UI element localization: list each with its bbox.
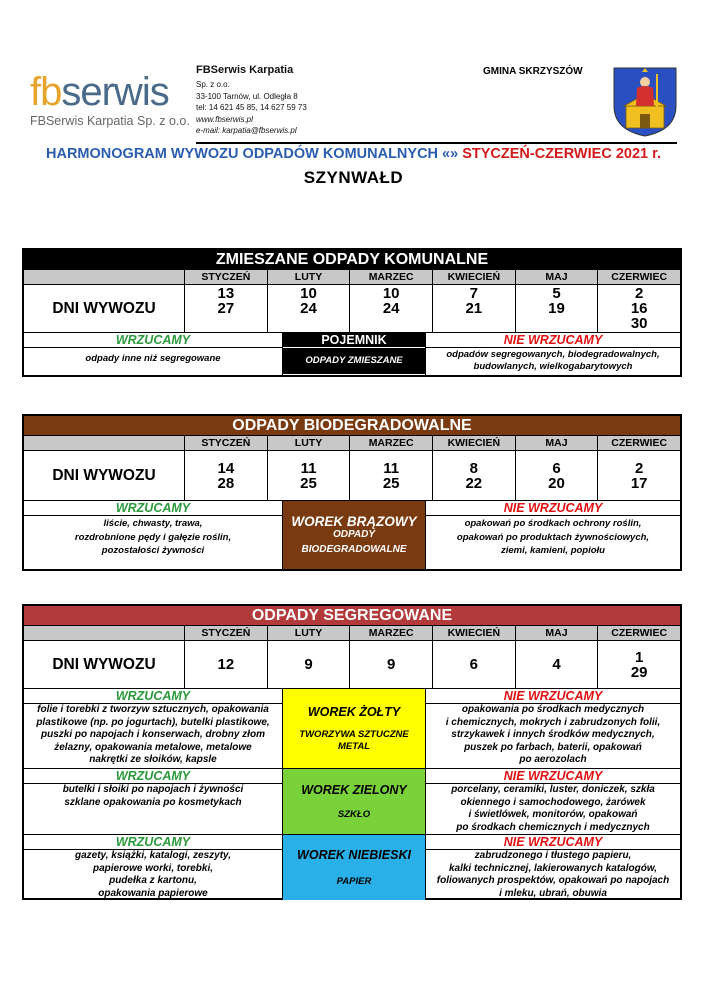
in-column — [24, 769, 282, 834]
bag-name: WOREK ŻOŁTY — [307, 704, 401, 719]
bin-header: POJEMNIK — [283, 333, 425, 348]
bag-type: BIODEGRADOWALNE — [301, 544, 407, 555]
in-header: WRZUCAMY — [24, 501, 282, 516]
date: 27 — [217, 300, 235, 317]
date: 5 — [552, 285, 561, 302]
date: 6 — [552, 459, 561, 477]
out-header: NIE WRZUCAMY — [426, 769, 680, 784]
in-line: pudełka z kartonu, — [109, 875, 197, 887]
date: 2 — [634, 459, 644, 477]
month-header: STYCZEŃ — [184, 270, 267, 284]
bag-name: WOREK NIEBIESKI — [297, 847, 411, 862]
bio-waste-section — [22, 414, 682, 571]
out-line: i mleku, ubrań, obuwia — [499, 887, 607, 899]
date: 20 — [548, 474, 565, 492]
out-line: strzykawek i innych środków medycznych, — [451, 729, 655, 741]
in-line: rozdrobnione pędy i gałęzie roślin, — [74, 531, 232, 543]
date: 2 — [634, 285, 644, 302]
out-text — [426, 704, 680, 767]
month-header: MARZEC — [349, 626, 432, 640]
fbserwis-logo — [30, 72, 190, 128]
out-header: NIE WRZUCAMY — [426, 835, 680, 850]
out-column — [425, 769, 680, 834]
town-title: SZYNWAŁD — [303, 168, 404, 187]
out-line: i świetlówek, monitorów, opakowań — [468, 809, 638, 821]
out-text — [426, 348, 680, 375]
dates-may — [515, 451, 598, 500]
days-label: DNI WYWOZU — [52, 467, 156, 484]
in-line: nakrętki ze słoików, kapsle — [89, 754, 217, 766]
section-title: ZMIESZANE ODPADY KOMUNALNE — [24, 250, 680, 270]
bag-type: TWORZYWA SZTUCZNE — [299, 728, 409, 740]
dates-jun — [597, 451, 680, 500]
date: 19 — [548, 300, 565, 317]
date: 30 — [630, 315, 648, 332]
month-header: MARZEC — [349, 270, 432, 284]
days-row — [24, 285, 680, 333]
in-column — [24, 835, 282, 900]
date: 11 — [300, 459, 317, 477]
in-column — [24, 689, 282, 768]
in-column — [24, 333, 282, 375]
logo-fb: fb — [30, 70, 62, 114]
months-spacer — [24, 626, 184, 640]
month-header: STYCZEŃ — [184, 436, 267, 450]
days-row — [24, 451, 680, 501]
months-spacer — [24, 270, 184, 284]
out-line: okiennego i samochodowego, żarówek — [460, 796, 646, 808]
company-www: www.fbserwis.pl — [196, 114, 253, 124]
yellow-bag — [282, 689, 425, 768]
header-divider — [196, 142, 677, 144]
dates-jan — [184, 451, 267, 500]
section-title: ODPADY SEGREGOWANE — [24, 606, 680, 626]
brown-bag — [282, 501, 425, 569]
title-part1: HARMONOGRAM WYWOZU ODPADÓW KOMUNALNYCH — [46, 146, 439, 162]
out-line: po środkach chemicznych i medycznych — [456, 821, 650, 833]
out-line: odpadów segregowanych, biodegradowalnych, — [446, 349, 660, 360]
months-spacer — [24, 436, 184, 450]
bag-type: PAPIER — [336, 875, 372, 887]
rules-row-paper — [24, 834, 680, 898]
company-info — [196, 63, 307, 137]
dates-jun — [597, 285, 680, 332]
in-text — [24, 850, 282, 900]
in-line: liście, chwasty, trawa, — [103, 518, 203, 529]
months-row — [24, 436, 680, 451]
month-header: CZERWIEC — [597, 626, 680, 640]
date: 28 — [217, 474, 235, 492]
out-column — [425, 689, 680, 768]
date: 24 — [382, 300, 400, 317]
month-header: CZERWIEC — [597, 270, 680, 284]
dates-apr — [432, 641, 515, 688]
rules-row-glass — [24, 768, 680, 834]
month-header: STYCZEŃ — [184, 626, 267, 640]
out-line: foliowanych prospektów, opakowań po napojach — [436, 875, 670, 887]
date: 25 — [300, 474, 317, 492]
date: 10 — [300, 285, 317, 302]
in-line: plastikowe (np. po jogurtach), butelki plastikowe, — [36, 716, 270, 728]
segregated-waste-section — [22, 604, 682, 900]
out-column — [425, 835, 680, 900]
in-line: papierowe worki, torebki, — [92, 862, 214, 874]
in-line: folie i torebki z tworzyw sztucznych, opakowania — [37, 704, 269, 715]
month-header: LUTY — [267, 270, 350, 284]
dates-mar — [349, 285, 432, 332]
date: 16 — [630, 300, 648, 317]
out-line: kalki technicznej, lakierowanych katalogów, — [448, 862, 658, 874]
months-row — [24, 270, 680, 285]
company-address: 33-100 Tarnów, ul. Odległa 8 — [196, 91, 298, 101]
month-header: CZERWIEC — [597, 436, 680, 450]
company-name: FBSerwis Karpatia — [196, 64, 294, 76]
date: 29 — [630, 663, 648, 681]
company-email: e-mail: karpatia@fbserwis.pl — [196, 126, 297, 135]
out-line: ziemi, kamieni, popiołu — [501, 545, 605, 556]
date: 25 — [382, 474, 400, 492]
date: 8 — [469, 459, 478, 477]
date: 11 — [383, 459, 400, 477]
out-line: i chemicznych, mokrych i zabrudzonych folii, — [445, 716, 661, 728]
month-header: KWIECIEŃ — [432, 270, 515, 284]
company-tel: tel: 14 621 45 85, 14 627 59 73 — [196, 103, 307, 112]
in-line: opakowania papierowe — [98, 887, 208, 899]
date: 10 — [382, 285, 400, 302]
out-line: porcelany, ceramiki, luster, doniczek, szkła — [451, 784, 655, 795]
out-line: po aerozolach — [519, 754, 587, 766]
bag-name: WOREK ZIELONY — [301, 782, 407, 797]
section-title: ODPADY BIODEGRADOWALNE — [24, 416, 680, 436]
out-line: zabrudzonego i tłustego papieru, — [474, 850, 632, 861]
in-line: gazety, książki, katalogi, zeszyty, — [75, 850, 231, 861]
dates-feb — [267, 641, 350, 688]
gmina-name: GMINA SKRZYSZÓW — [483, 66, 583, 77]
out-column — [425, 333, 680, 375]
date: 4 — [552, 656, 561, 673]
in-line: szklane opakowania po kosmetykach — [64, 796, 242, 808]
in-line: puszki po napojach i konserwach, drobny złom — [41, 729, 265, 741]
days-row — [24, 641, 680, 689]
dates-feb — [267, 285, 350, 332]
days-label: DNI WYWOZU — [52, 300, 156, 317]
bag-type: METAL — [337, 740, 370, 752]
rules-row-plastic — [24, 689, 680, 768]
out-text — [426, 516, 680, 560]
title-sep: «» — [442, 146, 459, 162]
in-column — [24, 501, 282, 569]
in-text — [24, 784, 282, 809]
months-row — [24, 626, 680, 641]
title-part2: STYCZEŃ-CZERWIEC 2021 r. — [462, 146, 661, 162]
out-header: NIE WRZUCAMY — [426, 689, 680, 704]
blue-bag — [282, 835, 425, 900]
in-text — [24, 516, 282, 560]
out-line: opakowań po środkach ochrony roślin, — [464, 518, 642, 529]
month-header: MARZEC — [349, 436, 432, 450]
out-line: opakowania po środkach medycznych — [461, 704, 645, 715]
month-header: MAJ — [515, 270, 598, 284]
bag-type: SZKŁO — [337, 808, 371, 820]
in-text: odpady inne niż segregowane — [85, 353, 221, 364]
rules-row — [24, 333, 680, 375]
date: 13 — [217, 285, 235, 302]
dates-feb — [267, 451, 350, 500]
bag-type: ODPADY — [332, 529, 376, 540]
green-bag — [282, 769, 425, 834]
out-line: puszek po farbach, baterii, opakowań — [464, 741, 642, 753]
company-form: Sp. z o.o. — [196, 80, 230, 89]
out-line: budowlanych, wielkogabarytowych — [473, 361, 633, 372]
out-header: NIE WRZUCAMY — [426, 333, 680, 348]
in-line: butelki i słoiki po napojach i żywności — [62, 784, 244, 795]
in-line: pozostałości żywności — [101, 545, 205, 556]
bin-text: ODPADY ZMIESZANE — [283, 348, 425, 374]
date: 6 — [469, 656, 478, 673]
days-label: DNI WYWOZU — [52, 656, 156, 673]
in-header: WRZUCAMY — [24, 689, 282, 704]
out-text — [426, 784, 680, 834]
rules-row — [24, 501, 680, 569]
logo-serwis: serwis — [61, 70, 169, 114]
in-text — [24, 704, 282, 767]
dates-apr — [432, 285, 515, 332]
date: 9 — [304, 656, 313, 673]
dates-may — [515, 641, 598, 688]
dates-mar — [349, 451, 432, 500]
in-header: WRZUCAMY — [24, 333, 282, 348]
date: 7 — [469, 285, 478, 302]
dates-mar — [349, 641, 432, 688]
bin-column — [282, 333, 425, 375]
schedule-title — [0, 146, 707, 162]
date: 12 — [217, 656, 235, 673]
month-header: KWIECIEŃ — [432, 626, 515, 640]
logo-subtitle: FBSerwis Karpatia Sp. z o.o. — [30, 114, 190, 128]
month-header: LUTY — [267, 626, 350, 640]
mixed-waste-section — [22, 248, 682, 377]
date: 24 — [300, 300, 317, 317]
bag-name: WOREK BRĄZOWY — [291, 514, 417, 529]
in-header: WRZUCAMY — [24, 835, 282, 850]
in-line: żelazny, opakowania metalowe, metalowe — [54, 741, 252, 753]
coat-of-arms-icon — [612, 66, 678, 138]
dates-jun — [597, 641, 680, 688]
dates-may — [515, 285, 598, 332]
dates-apr — [432, 451, 515, 500]
month-header: MAJ — [515, 436, 598, 450]
date: 1 — [634, 648, 644, 666]
dates-jan — [184, 641, 267, 688]
dates-jan — [184, 285, 267, 332]
in-header: WRZUCAMY — [24, 769, 282, 784]
out-line: opakowań po produktach żywnościowych, — [456, 531, 650, 543]
month-header: KWIECIEŃ — [432, 436, 515, 450]
date: 22 — [465, 474, 483, 492]
date: 9 — [386, 656, 396, 673]
date: 14 — [217, 459, 235, 477]
out-text — [426, 850, 680, 900]
out-column — [425, 501, 680, 569]
out-header: NIE WRZUCAMY — [426, 501, 680, 516]
date: 17 — [630, 474, 648, 492]
month-header: LUTY — [267, 436, 350, 450]
date: 21 — [465, 300, 483, 317]
month-header: MAJ — [515, 626, 598, 640]
